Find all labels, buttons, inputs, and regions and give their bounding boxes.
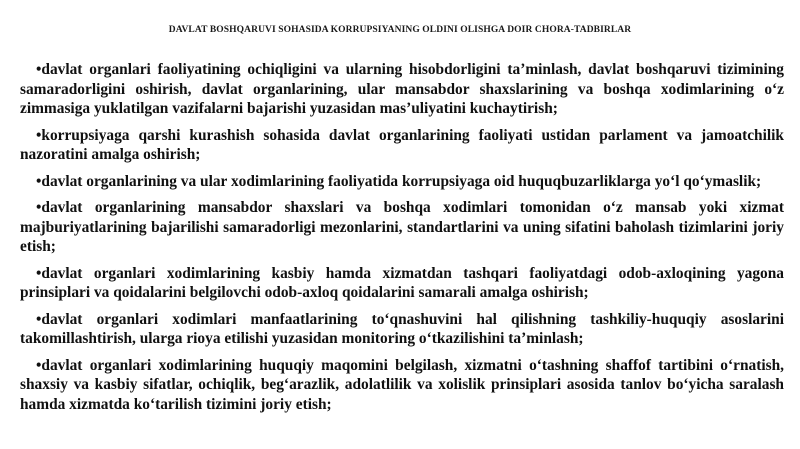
list-item-text: davlat organlari xodimlarining kasbiy hamda xizmatdan tashqari faoliyatdagi odob-axloqining yagona prinsiplari va qoidalarini belgilovchi odob-axloq qoidalarini samarali amalga oshirish; <box>20 264 784 301</box>
list-item <box>20 310 784 349</box>
list-item <box>20 198 784 257</box>
slide-title: DAVLAT BOSHQARUVI SOHASIDA KORRUPSIYANING OLDINI OLISHGA DOIR CHORA-TADBIRLAR <box>168 25 632 35</box>
bullet-icon: • <box>36 126 42 144</box>
list-item-text: davlat organlarining va ular xodimlarining faoliyatida korrupsiyaga oid huquqbuzarliklarga yo‘l qo‘ymaslik; <box>41 172 762 190</box>
list-item <box>20 60 784 119</box>
bullet-icon: • <box>36 61 42 78</box>
list-item <box>20 126 784 165</box>
bullet-icon: • <box>36 356 42 374</box>
list-item <box>20 172 784 192</box>
list-item-text: davlat organlari xodimlarining huquqiy maqomini belgilash, xizmatni o‘tashning shaffof tartibini o‘rnatish, shaxsiy va kasbiy sifatlar, ochiqlik, beg‘arazlik, adolatlilik va xolislik prinsiplari asosida tanlov bo‘yicha saralash hamda xizmatda ko‘tarilish tizimini joriy etish; <box>20 356 784 413</box>
bullet-icon: • <box>36 172 42 190</box>
list-item-text: davlat organlari faoliyatining ochiqligini va ularning hisobdorligini ta’minlash, davlat boshqaruvi tizimining samaradorligini oshirish, davlat organlarining, ular mansabdor shaxslarining va boshqa xodimlarining o‘z zimmasiga yuklatilgan vazifalarni bajarishi yuzasidan mas’uliyatini kuchaytirish; <box>20 61 784 117</box>
list-item <box>20 264 784 303</box>
list-item <box>20 356 784 415</box>
list-item-text: davlat organlari xodimlari manfaatlarining to‘qnashuvini hal qilishning tashkiliy-huquqiy asoslarini takomillashtirish, ularga rioya etilishi yuzasidan monitoring o‘tkazilishini ta’minlash; <box>20 310 784 347</box>
bullet-icon: • <box>36 310 42 328</box>
list-item-text: korrupsiyaga qarshi kurashish sohasida davlat organlarining faoliyati ustidan parlament va jamoatchilik nazoratini amalga oshirish; <box>20 126 784 163</box>
bullet-icon: • <box>36 264 42 282</box>
measures-list <box>20 60 784 421</box>
list-item-text: davlat organlarining mansabdor shaxslari va boshqa xodimlari tomonidan o‘z mansab yoki xizmat majburiyatlarining bajarilishi samaradorligi mezonlarini, standartlarini va uning sifatini baholash tizimlarini joriy etish; <box>20 199 784 255</box>
bullet-icon: • <box>36 199 42 216</box>
